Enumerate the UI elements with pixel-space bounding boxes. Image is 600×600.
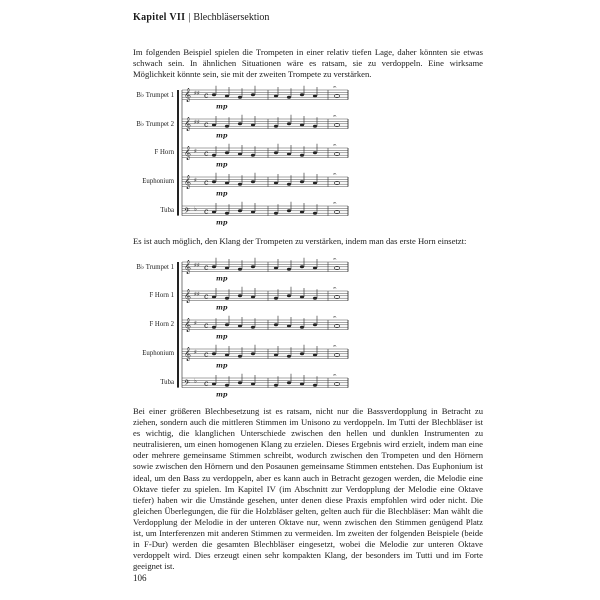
note-head [300, 352, 304, 355]
fermata: 𝄐 [333, 372, 337, 379]
key-signature: ♭ [194, 378, 197, 385]
key-signature: ♯♯ [194, 119, 200, 126]
note-head [212, 265, 216, 268]
note-head [238, 381, 242, 384]
bass-clef: 𝄢 [184, 207, 190, 218]
note-head [300, 124, 304, 127]
body-paragraph: Bei einer größeren Blechbesetzung ist es ratsam, nicht nur die Bassverdopplung in Betracht zu ziehen, sondern auch die mittleren Stimmen im Unisono zu verdoppeln. Im Tutti der Blechbläser ist es wichtig, die klanglichen Unterschiede zwischen den hellen und dunklen Instrumenten zu neutralisieren, um einen homogenen Klang zu erzielen. Dieses Ergebnis wird erzielt, indem man eine oder mehrere gemeinsame Stimmen schreibt, wodurch zwischen den Trompeten und den Hörnern sowie zwischen den Hörnern und den Posaunen gemeinsame Stimmen entstehen. Das Euphonium ist ideal, um den Bass zu verdoppeln, aber es kann auch in Betracht gezogen werden, die Melodie eine Oktave tiefer zu spielen. Im Kapitel IV (im Abschnitt zur Verdopplung der Melodie eine Oktave tiefer) haben wir die Umstände gesehen, unter denen diese Praxis empfohlen wird oder nicht. Die gleichen Überlegungen, die für die Holzbläser gelten, gelten auch für die Blechbläser: Man wählt die Verdopplung der Melodie in der unteren Oktave nur, wenn zwischen den Stimmen genügend Platz ist, um Interferenzen mit anderen Stimmen zu vermeiden. Im zweiten der folgenden Beispiele (beide in F-Dur) werden die gesamten Blechbläser eingesetzt, wobei die Melodie zur unteren Oktave verdoppelt wird. Dies erzeugt einen sehr kompakten Klang, der besonders im Tutti und im Forte geeignet ist. [133, 406, 483, 572]
time-signature: c [204, 207, 209, 216]
note-head [313, 267, 317, 270]
note-head [225, 323, 229, 326]
time-signature: c [204, 120, 209, 129]
note-head [313, 297, 317, 300]
note-head [212, 211, 216, 214]
dynamic-marking: mp [216, 390, 228, 399]
note-head [313, 95, 317, 98]
note-head [225, 125, 229, 128]
time-signature: c [204, 178, 209, 187]
note-head [225, 267, 229, 270]
time-signature: c [204, 91, 209, 100]
fermata: 𝄐 [333, 314, 337, 321]
note-head [251, 265, 255, 268]
note-head [225, 212, 229, 215]
dynamic-marking: mp [216, 332, 228, 341]
treble-clef: 𝄞 [184, 259, 192, 274]
note-head [274, 95, 278, 98]
note-head [251, 296, 255, 299]
note-head [287, 122, 291, 125]
key-signature: ♭ [194, 206, 197, 213]
note-head [287, 183, 291, 186]
note-head [212, 93, 216, 96]
treble-clef: 𝄞 [184, 288, 192, 303]
note-head [313, 384, 317, 387]
note-head [251, 154, 255, 157]
note-head [313, 182, 317, 185]
note-head [212, 154, 216, 157]
note-head [251, 383, 255, 386]
note-head [225, 95, 229, 98]
note-head [287, 294, 291, 297]
score-example-2 [130, 256, 350, 406]
time-signature: c [204, 321, 209, 330]
note-head [212, 383, 216, 386]
note-head [313, 212, 317, 215]
dynamic-marking: mp [216, 303, 228, 312]
note-head [212, 352, 216, 355]
note-head [274, 297, 278, 300]
note-head [251, 180, 255, 183]
note-head [212, 124, 216, 127]
fermata: 𝄐 [333, 142, 337, 149]
fermata: 𝄐 [333, 171, 337, 178]
instrument-label: F Horn [154, 149, 174, 156]
instrument-label: F Horn 1 [149, 292, 174, 299]
note-head [212, 180, 216, 183]
treble-clef: 𝄞 [184, 174, 192, 189]
note-head [212, 296, 216, 299]
note-head [313, 354, 317, 357]
chapter-label: Kapitel VII [133, 12, 186, 23]
note-head [313, 125, 317, 128]
instrument-label: F Horn 2 [149, 321, 174, 328]
treble-clef: 𝄞 [184, 87, 192, 102]
instrument-label: B♭ Trumpet 1 [136, 264, 174, 271]
note-head [238, 96, 242, 99]
instrument-label: Tuba [160, 379, 174, 386]
note-head [300, 211, 304, 214]
note-head [300, 383, 304, 386]
note-head [274, 125, 278, 128]
fermata: 𝄐 [333, 200, 337, 207]
instrument-label: Tuba [160, 207, 174, 214]
note-head [251, 211, 255, 214]
note-head [238, 122, 242, 125]
intro-paragraph: Im folgenden Beispiel spielen die Trompeten in einer relativ tiefen Lage, daher könnten sie etwas schwach sein. In ähnlichen Situationen wäre es ratsam, sie zu verdoppeln. Eine wirksame Möglichkeit könnte sein, sie mit der zweiten Trompete zu verstärken. [133, 47, 483, 80]
instrument-label: B♭ Trumpet 1 [136, 92, 174, 99]
dynamic-marking: mp [216, 274, 228, 283]
note-head [313, 151, 317, 154]
note-head [287, 268, 291, 271]
note-head [274, 323, 278, 326]
note-head [300, 93, 304, 96]
dynamic-marking: mp [216, 102, 228, 111]
note-head [238, 183, 242, 186]
key-signature: ♯ [194, 320, 197, 327]
note-head [287, 355, 291, 358]
note-head [225, 384, 229, 387]
dynamic-marking: mp [216, 361, 228, 370]
key-signature: ♯ [194, 177, 197, 184]
key-signature: ♯ [194, 148, 197, 155]
key-signature: ♯♯ [194, 262, 200, 269]
fermata: 𝄐 [333, 343, 337, 350]
note-head [251, 124, 255, 127]
note-head [287, 381, 291, 384]
note-head [238, 294, 242, 297]
note-head [300, 180, 304, 183]
note-head [225, 297, 229, 300]
dynamic-marking: mp [216, 131, 228, 140]
note-head [238, 209, 242, 212]
note-head [274, 267, 278, 270]
note-head [274, 182, 278, 185]
page-number: 106 [133, 573, 147, 583]
note-head [300, 154, 304, 157]
treble-clef: 𝄞 [184, 116, 192, 131]
score-example-1 [130, 84, 350, 234]
bass-clef: 𝄢 [184, 379, 190, 390]
key-signature: ♯♯ [194, 90, 200, 97]
treble-clef: 𝄞 [184, 145, 192, 160]
note-head [274, 212, 278, 215]
note-head [238, 153, 242, 156]
section-label: Blechbläsersektion [193, 12, 270, 23]
note-head [238, 325, 242, 328]
note-head [287, 209, 291, 212]
note-head [251, 352, 255, 355]
note-head [287, 96, 291, 99]
running-header [133, 12, 269, 23]
note-head [225, 354, 229, 357]
instrument-label: Euphonium [142, 178, 174, 185]
key-signature: ♯♯ [194, 291, 200, 298]
time-signature: c [204, 292, 209, 301]
note-head [212, 326, 216, 329]
note-head [300, 296, 304, 299]
dynamic-marking: mp [216, 160, 228, 169]
note-head [251, 93, 255, 96]
dynamic-marking: mp [216, 218, 228, 227]
header-separator: | [188, 12, 191, 23]
time-signature: c [204, 350, 209, 359]
mid-paragraph: Es ist auch möglich, den Klang der Trompeten zu verstärken, indem man das erste Horn einsetzt: [133, 236, 467, 246]
note-head [238, 268, 242, 271]
fermata: 𝄐 [333, 113, 337, 120]
note-head [251, 326, 255, 329]
note-head [300, 265, 304, 268]
instrument-label: Euphonium [142, 350, 174, 357]
time-signature: c [204, 263, 209, 272]
note-head [313, 323, 317, 326]
dynamic-marking: mp [216, 189, 228, 198]
treble-clef: 𝄞 [184, 346, 192, 361]
note-head [274, 151, 278, 154]
note-head [225, 182, 229, 185]
instrument-label: B♭ Trumpet 2 [136, 121, 174, 128]
note-head [287, 325, 291, 328]
note-head [225, 151, 229, 154]
fermata: 𝄐 [333, 256, 337, 263]
fermata: 𝄐 [333, 285, 337, 292]
note-head [300, 326, 304, 329]
note-head [287, 153, 291, 156]
note-head [238, 355, 242, 358]
time-signature: c [204, 379, 209, 388]
treble-clef: 𝄞 [184, 317, 192, 332]
fermata: 𝄐 [333, 84, 337, 91]
time-signature: c [204, 149, 209, 158]
note-head [274, 354, 278, 357]
note-head [274, 384, 278, 387]
key-signature: ♯ [194, 349, 197, 356]
